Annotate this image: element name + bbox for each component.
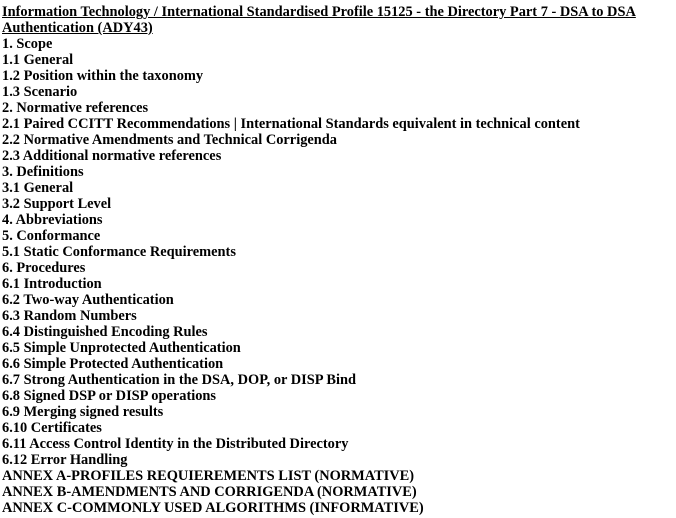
- toc-item-6-procedures: 6. Procedures: [2, 260, 86, 276]
- toc-item-6-11-access-control: 6.11 Access Control Identity in the Distributed Directory: [2, 436, 349, 452]
- toc-item-6-4-encoding-rules: 6.4 Distinguished Encoding Rules: [2, 324, 208, 340]
- toc-item-1-1-general: 1.1 General: [2, 52, 74, 68]
- toc-item-annex-c: ANNEX C-COMMONLY USED ALGORITHMS (INFORMATIVE): [2, 500, 424, 516]
- toc-item-3-2-support-level: 3.2 Support Level: [2, 196, 112, 212]
- document-title: Information Technology / International Standardised Profile 15125 - the Directory Part 7 - DSA to DSA Authentication (ADY43): [2, 4, 636, 36]
- toc-item-3-definitions: 3. Definitions: [2, 164, 84, 180]
- toc-item-1-2-position: 1.2 Position within the taxonomy: [2, 68, 204, 84]
- toc-item-6-6-simple-protected: 6.6 Simple Protected Authentication: [2, 356, 224, 372]
- document: [2, 4, 672, 516]
- toc-item-6-3-random-numbers: 6.3 Random Numbers: [2, 308, 137, 324]
- toc-item-annex-b: ANNEX B-AMENDMENTS AND CORRIGENDA (NORMATIVE): [2, 484, 417, 500]
- toc-item-1-scope: 1. Scope: [2, 36, 53, 52]
- toc-item-3-1-general: 3.1 General: [2, 180, 74, 196]
- toc-item-4-abbreviations: 4. Abbreviations: [2, 212, 103, 228]
- toc-item-6-12-error-handling: 6.12 Error Handling: [2, 452, 128, 468]
- toc-item-6-2-two-way-auth: 6.2 Two-way Authentication: [2, 292, 174, 308]
- toc-item-6-5-simple-unprotected: 6.5 Simple Unprotected Authentication: [2, 340, 241, 356]
- toc-item-2-1-paired-recommendations: 2.1 Paired CCITT Recommendations | International Standards equivalent in technical content: [2, 116, 580, 132]
- toc-item-6-9-merging-results: 6.9 Merging signed results: [2, 404, 164, 420]
- toc-item-6-8-signed-operations: 6.8 Signed DSP or DISP operations: [2, 388, 217, 404]
- toc-item-6-7-strong-auth: 6.7 Strong Authentication in the DSA, DOP, or DISP Bind: [2, 372, 356, 388]
- toc-item-2-2-amendments: 2.2 Normative Amendments and Technical Corrigenda: [2, 132, 337, 148]
- toc-item-5-1-static-conformance: 5.1 Static Conformance Requirements: [2, 244, 236, 260]
- toc-item-2-normative-references: 2. Normative references: [2, 100, 149, 116]
- toc-item-5-conformance: 5. Conformance: [2, 228, 101, 244]
- toc-item-annex-a: ANNEX A-PROFILES REQUIEREMENTS LIST (NORMATIVE): [2, 468, 415, 484]
- table-of-contents: [2, 36, 672, 516]
- toc-item-6-1-introduction: 6.1 Introduction: [2, 276, 102, 292]
- toc-item-6-10-certificates: 6.10 Certificates: [2, 420, 102, 436]
- toc-item-2-3-additional-references: 2.3 Additional normative references: [2, 148, 222, 164]
- toc-item-1-3-scenario: 1.3 Scenario: [2, 84, 78, 100]
